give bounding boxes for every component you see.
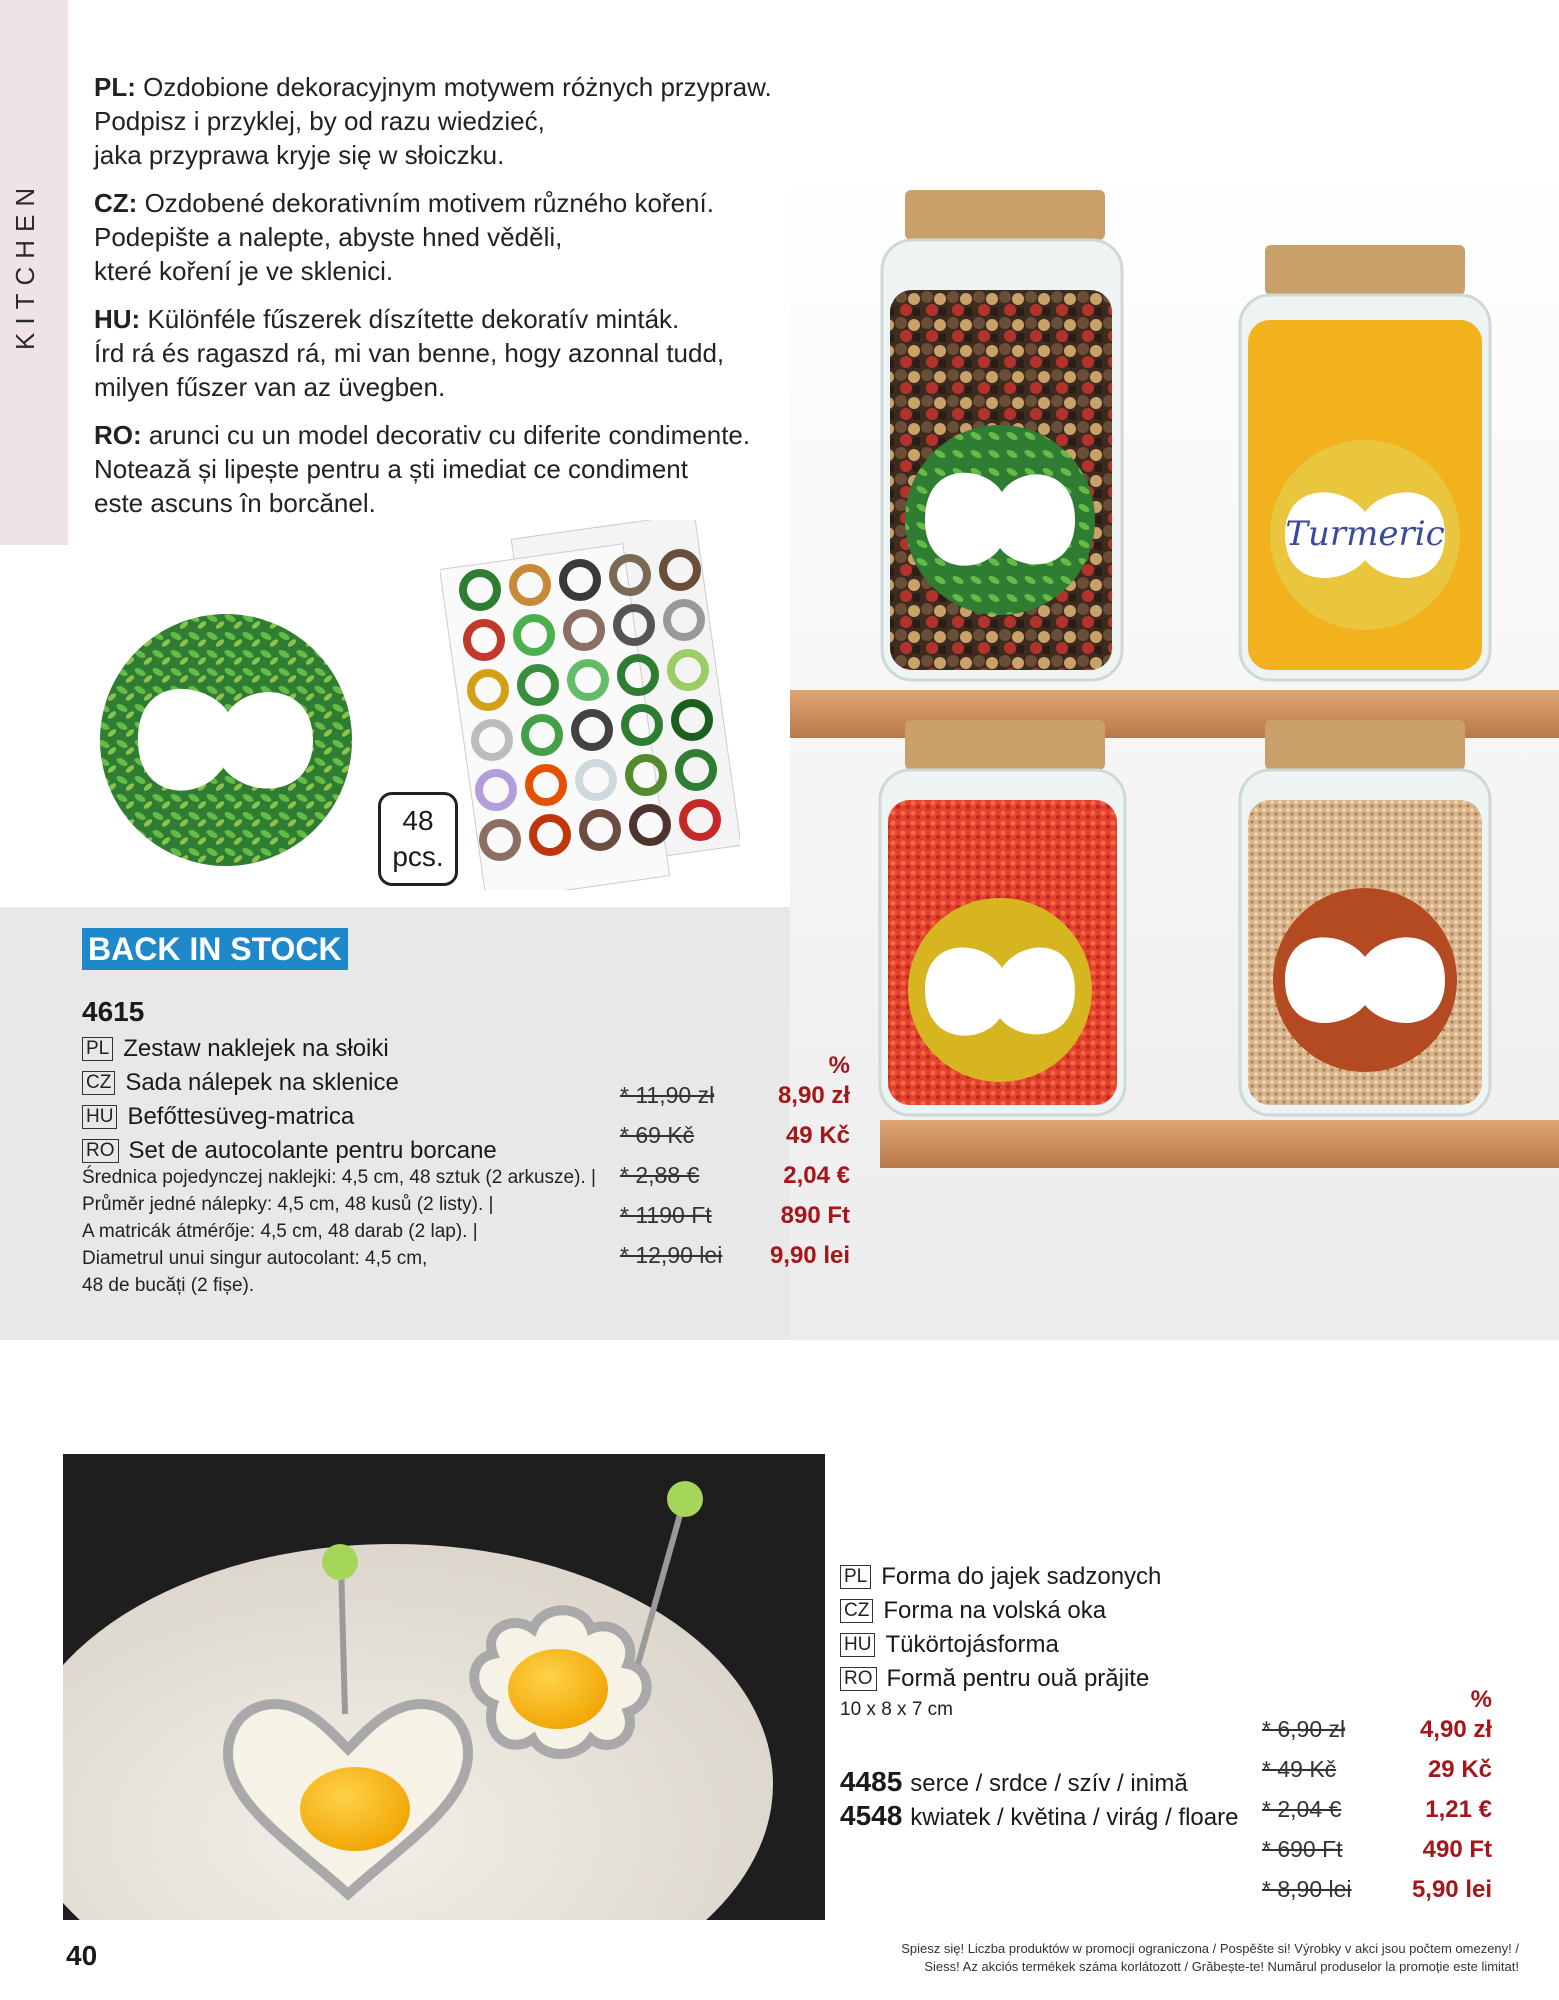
product-name-ro: RO Set de autocolante pentru borcane xyxy=(82,1134,497,1168)
price-row: * 11,90 zł 8,90 zł xyxy=(620,1082,850,1109)
price-row: * 69 Kč 49 Kč xyxy=(620,1122,850,1149)
price-row: * 12,90 lei 9,90 lei xyxy=(620,1242,850,1269)
description-hu: HU: Különféle fűszerek díszítette dekoratív minták. Írd rá és ragaszd rá, mi van benne, hogy azonnal tudd, milyen fűszer van az üvegben. xyxy=(94,304,725,402)
side-tab xyxy=(0,0,68,545)
variant-flower: 4548 kwiatek / květina / virág / floare xyxy=(840,1800,1239,1831)
egg-mold-photo xyxy=(63,1454,825,1920)
variant-heart: 4485 serce / srdce / szív / inimă xyxy=(840,1766,1188,1797)
product-name-pl: PL Zestaw naklejek na słoiki xyxy=(82,1032,497,1066)
turmeric-label-text: Turmeric xyxy=(1285,514,1445,554)
description-ro: RO: arunci cu un model decorativ cu diferite condimente. Notează și lipește pentru a ști imediat ce condiment este ascuns în borcănel. xyxy=(94,420,751,518)
pcs-count: 48 xyxy=(402,805,434,836)
product-name-hu: HU Befőttesüveg-matrica xyxy=(82,1100,497,1134)
product-names xyxy=(82,1032,497,1168)
price-row: * 2,88 € 2,04 € xyxy=(620,1162,850,1189)
price-row: * 690 Ft 490 Ft xyxy=(1262,1836,1492,1863)
back-in-stock-badge: BACK IN STOCK xyxy=(82,928,348,970)
discount-symbol: % xyxy=(828,1052,850,1079)
product2-name-pl: PL Forma do jajek sadzonych xyxy=(840,1560,1161,1594)
description-cz: CZ: Ozdobené dekorativním motivem různého koření. Podepište a nalepte, abyste hned věděli, které koření je ve sklenici. xyxy=(94,188,714,286)
spice-jars-photo xyxy=(790,160,1559,1340)
price-row: * 6,90 zł 4,90 zł xyxy=(1262,1716,1492,1743)
product-specs: Średnica pojedynczej naklejki: 4,5 cm, 48 sztuk (2 arkusze). | Průměr jedné nálepky: 4,5 cm, 48 kusů (2 listy). | A matricák átmérője: 4,5 cm, 48 darab (2 lap). | Diametrul unui singur autocolant: 4,5 cm, 48 de bucăți (2 fișe). xyxy=(82,1167,596,1296)
product2-name-hu: HU Tükörtojásforma xyxy=(840,1628,1161,1662)
pcs-badge xyxy=(378,792,458,886)
sticker-label-image xyxy=(98,612,354,868)
sticker-sheet-image xyxy=(440,520,740,890)
pcs-unit: pcs. xyxy=(392,841,444,872)
product2-name-cz: CZ Forma na volská oka xyxy=(840,1594,1161,1628)
product2-size: 10 x 8 x 7 cm xyxy=(840,1699,953,1720)
price-row: * 49 Kč 29 Kč xyxy=(1262,1756,1492,1783)
description-pl: PL: Ozdobione dekoracyjnym motywem różnych przypraw. Podpisz i przyklej, by od razu wiedzieć, jaka przyprawa kryje się w słoiczku. xyxy=(94,72,772,170)
price-list-2 xyxy=(1262,1686,1492,1916)
product-code: 4615 xyxy=(82,996,145,1027)
page-number: 40 xyxy=(66,1940,98,1971)
product-name-cz: CZ Sada nálepek na sklenice xyxy=(82,1066,497,1100)
price-row: * 8,90 lei 5,90 lei xyxy=(1262,1876,1492,1903)
price-list xyxy=(620,1052,850,1282)
price-row: * 2,04 € 1,21 € xyxy=(1262,1796,1492,1823)
price-row: * 1190 Ft 890 Ft xyxy=(620,1202,850,1229)
product2-name-ro: RO Formă pentru ouă prăjite xyxy=(840,1662,1161,1696)
product2-names xyxy=(840,1560,1161,1696)
discount-symbol-2: % xyxy=(1470,1686,1492,1713)
side-tab-label: KITCHEN xyxy=(10,179,40,350)
product-description xyxy=(94,70,794,534)
promo-note: Spiesz się! Liczba produktów w promocji ograniczona / Pospěšte si! Výrobky v akci jsou počtem omezeny! / Siess! Az akciós termékek száma korlátozott / Grăbește-te! Numărul produselor la promoție este limitat! xyxy=(901,1941,1519,1974)
